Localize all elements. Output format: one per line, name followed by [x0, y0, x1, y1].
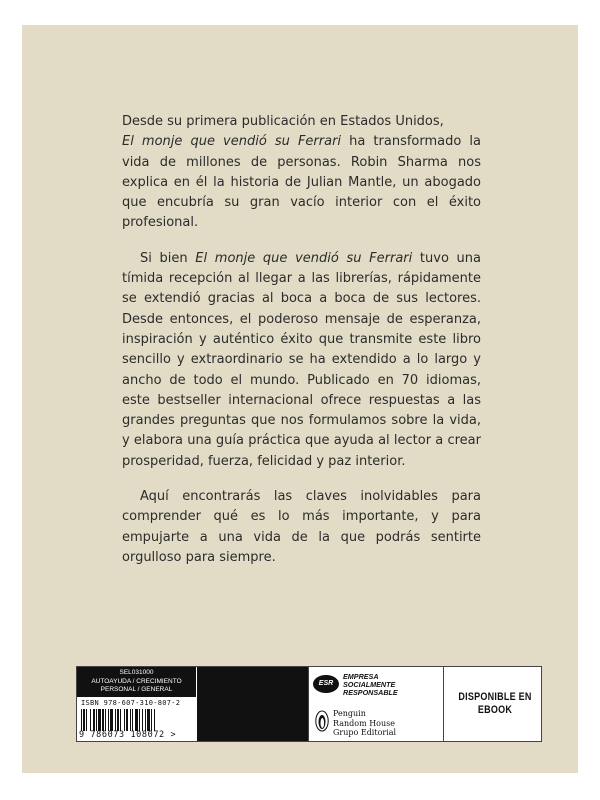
ebook-notice	[456, 691, 535, 717]
esr-logo	[313, 673, 439, 703]
ebook-line: EBOOK	[477, 704, 513, 716]
esr-line: EMPRESA	[343, 672, 379, 681]
penguin-logo-icon	[315, 710, 329, 732]
publisher-line: Grupo Editorial	[333, 728, 397, 737]
book-title-italic: El monje que vendió su Ferrari	[195, 250, 413, 266]
blurb-text: Si bien	[140, 250, 196, 266]
barcode-image	[81, 709, 193, 731]
ebook-line: DISPONIBLE EN	[458, 691, 532, 703]
blurb-paragraph-1	[122, 112, 481, 234]
esr-text	[343, 673, 398, 698]
blurb	[122, 112, 481, 583]
category-box	[77, 667, 196, 697]
category-line: PERSONAL / GENERAL	[100, 686, 173, 693]
blurb-paragraph-3: Aquí encontrarás las claves inolvidables para comprender qué es lo más importante, y para empujarte a una vida de la que podrás sentirte orgulloso para siempre.	[122, 489, 481, 565]
book-title-italic: El monje que vendió su Ferrari	[122, 134, 342, 150]
publisher-line: Penguin	[333, 709, 366, 718]
bottom-info-strip	[76, 666, 542, 742]
publisher-line: Random House	[333, 718, 395, 728]
esr-line: RESPONSABLE	[343, 688, 398, 698]
blurb-text: ha transformado la vida de millones de personas. Robin Sharma nos explica en él la historia de Julian Mantle, un abogado que encubría su gran vacío interior con el éxito profesional.	[122, 134, 481, 231]
blurb-text: Desde su primera publicación en Estados Unidos,	[122, 114, 444, 129]
publisher-name	[333, 709, 396, 738]
isbn-label: ISBN 978-607-310-807-2	[81, 699, 181, 707]
barcode-digits: 9 786073 108072 >	[79, 730, 177, 740]
blurb-paragraph-2	[122, 249, 481, 472]
blurb-text: tuvo una tímida recepción al llegar a las librerías, rápidamente se extendió gracias al boca a boca de sus lectores. Desde entonces, el poderoso mensaje de esperanza, inspiración y auténtico éxito que transmite este libro sencillo y extraordinario se ha extendido a lo largo y ancho de todo el mundo. Publicado en 70 idiomas, este bestseller internacional ofrece respuestas a las grandes preguntas que nos formulamos sobre la vida, y elabora una guía práctica que ayuda al lector a crear prosperidad, fuerza, felicidad y paz interior.	[122, 250, 482, 469]
logos-panel	[308, 667, 444, 741]
esr-badge-icon: ESR	[313, 675, 339, 693]
category-code: SEL031000	[119, 669, 154, 676]
esr-line: SOCIALMENTE	[343, 680, 396, 690]
category-line: AUTOAYUDA / CRECIMIENTO	[91, 677, 182, 685]
